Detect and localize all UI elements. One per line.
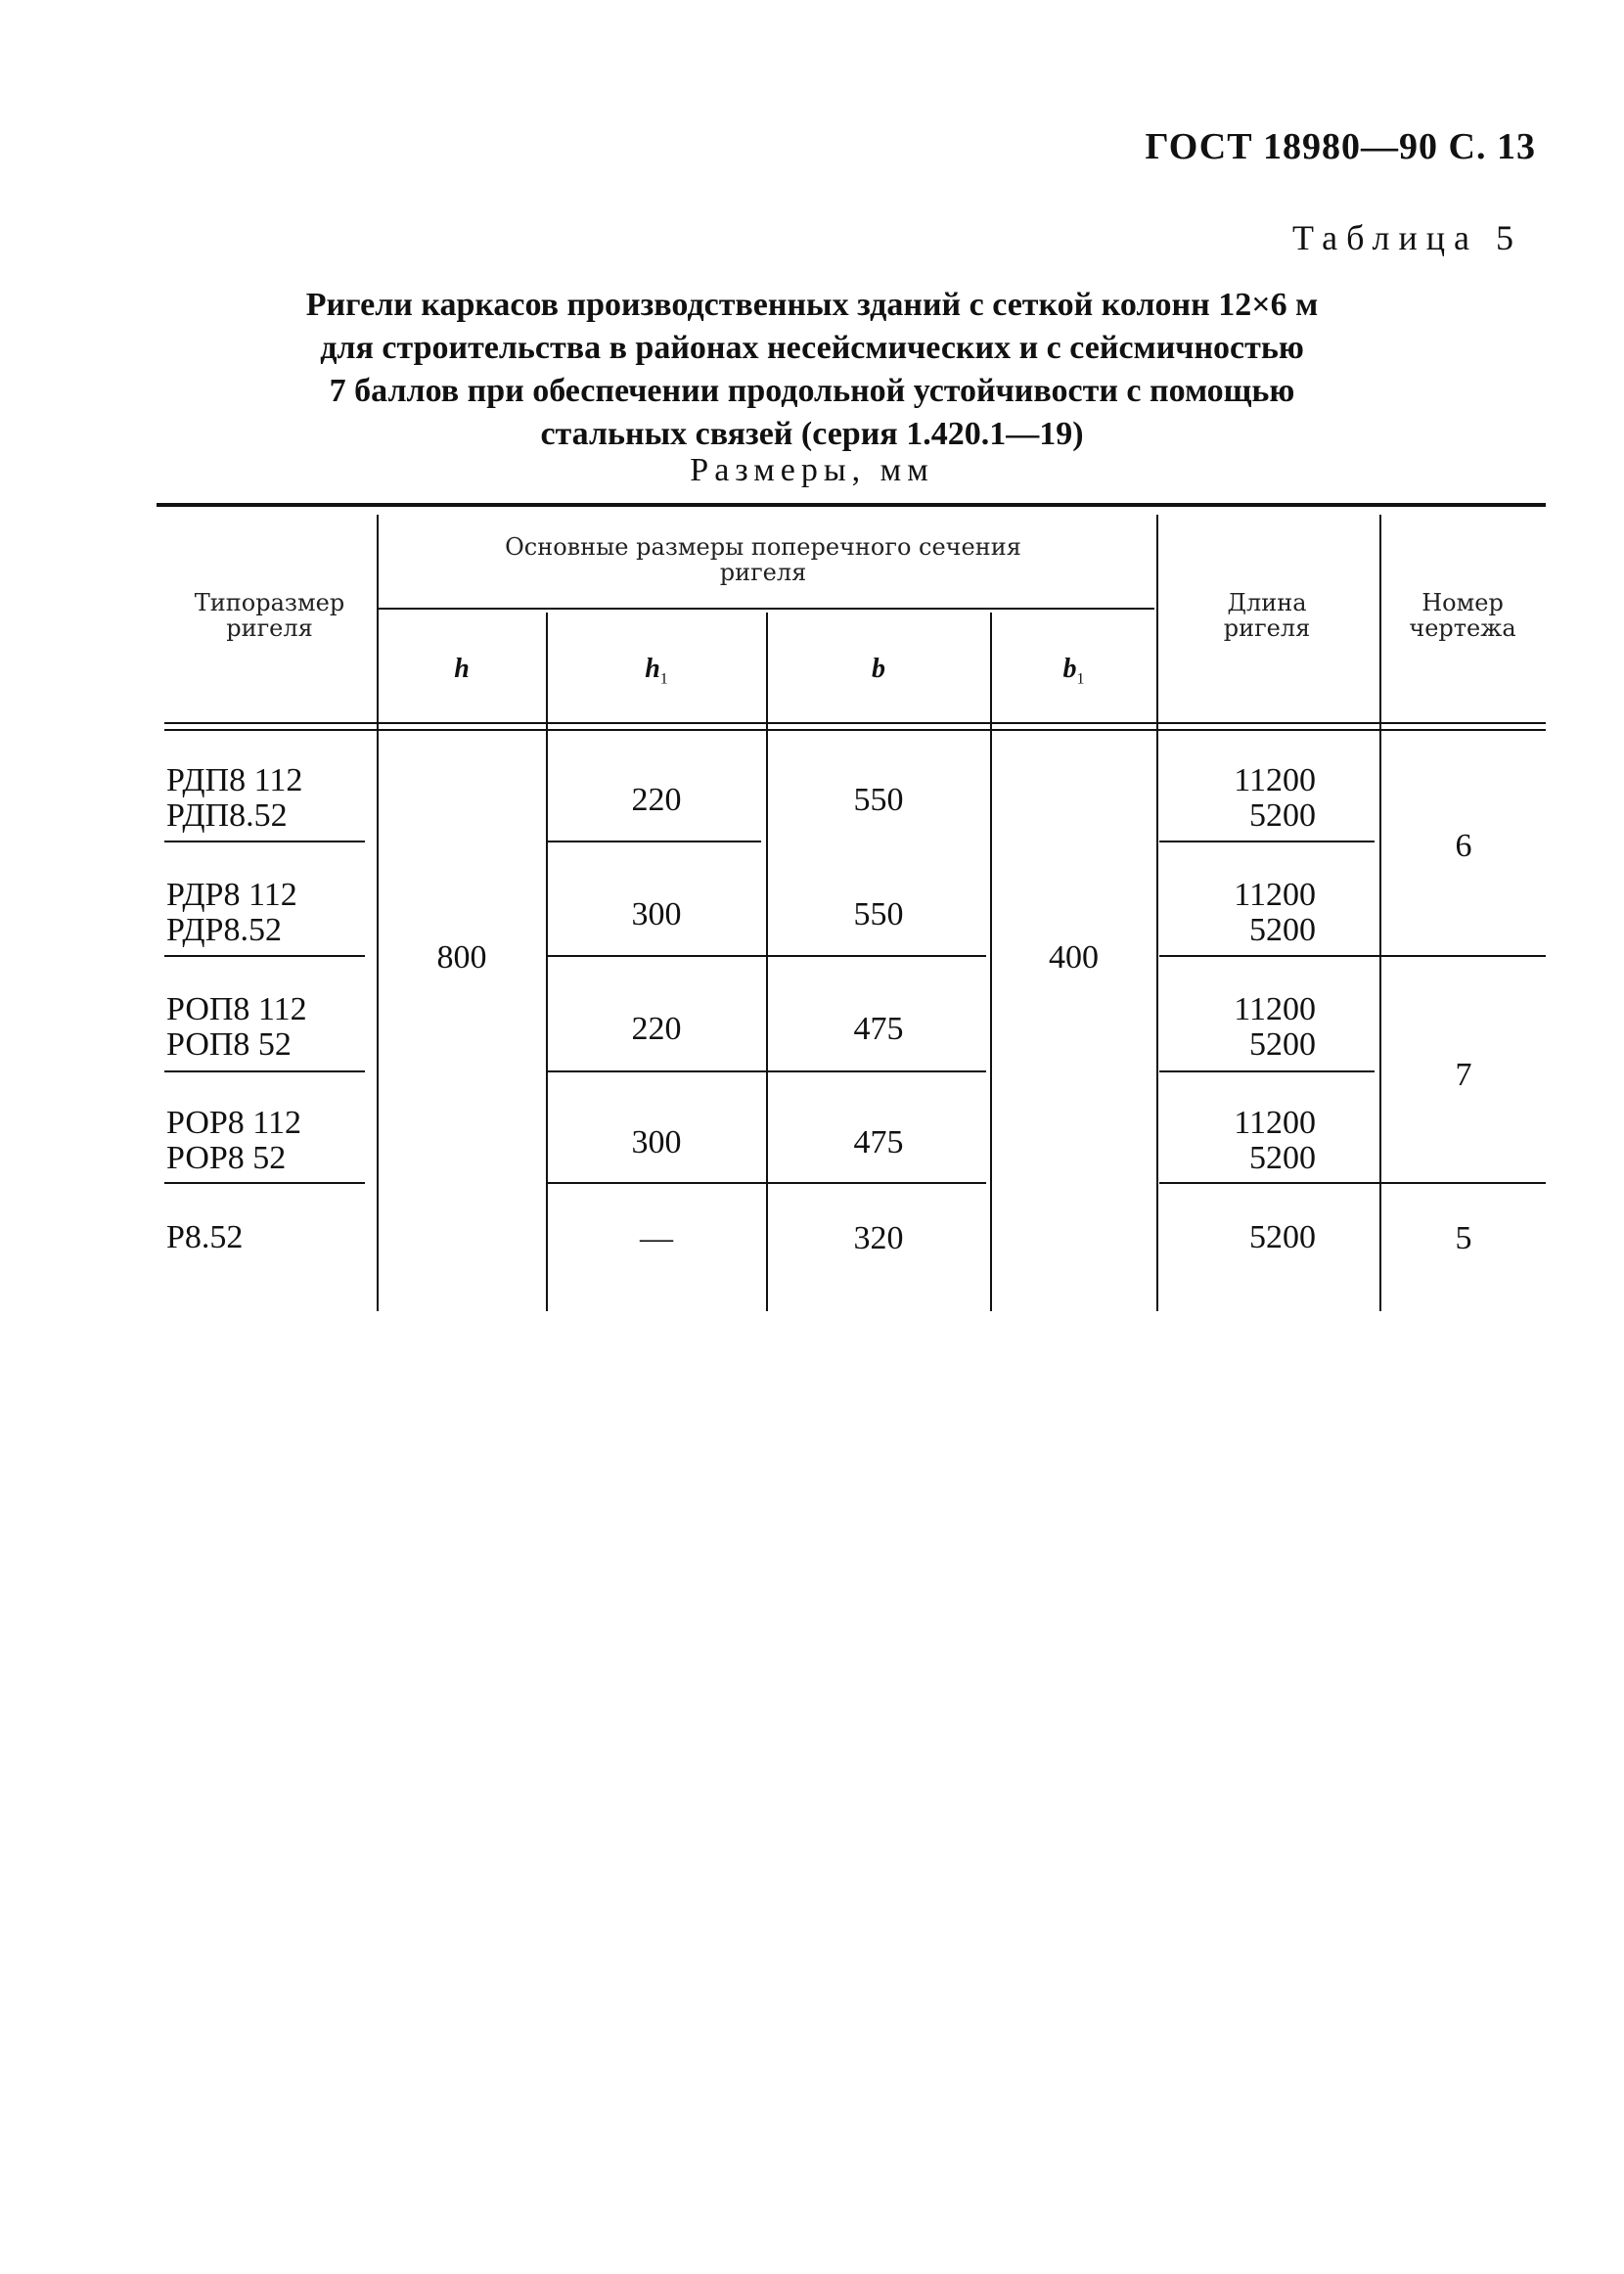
row-lengths: 11200 5200 [1234,1105,1316,1176]
header-b1: $b_1$ [1062,654,1085,688]
row-divider [164,955,365,957]
row-lengths: 5200 [1249,1219,1316,1255]
table-caption [157,284,1467,456]
header-h1: $h_1$ [645,654,668,688]
caption-line: 7 баллов при обеспечении продольной устойчивости с помощью [329,373,1295,409]
row-h1: 220 [631,782,682,818]
units-label: Размеры, мм [690,452,934,488]
row-lengths: 11200 5200 [1234,991,1316,1063]
caption-line: стальных связей (серия 1.420.1—19) [540,416,1084,452]
row-divider [1159,1182,1546,1184]
table-label: Таблица 5 [1292,218,1522,257]
row-b: 550 [853,782,904,818]
row-divider [164,1070,365,1072]
header-main-dimensions: Основные размеры поперечного сечения ригеля [505,533,1021,586]
row-lengths: 11200 5200 [1234,762,1316,834]
caption-line: для строительства в районах несейсмических и с сейсмичностью [320,330,1304,366]
column-rule [766,613,768,1311]
row-marks: РОР8 112 РОР8 52 [166,1105,302,1176]
row-marks: РОП8 112 РОП8 52 [166,991,307,1063]
row-divider [1159,955,1546,957]
row-divider [164,1182,365,1184]
drawing-number: 5 [1455,1220,1472,1256]
b1-value: 400 [1049,939,1099,976]
row-h1: 300 [631,896,682,932]
row-marks: РДР8 112 РДР8.52 [166,877,297,948]
header-divider [377,608,1154,610]
row-h1: 220 [631,1011,682,1047]
row-h1: — [640,1220,673,1256]
column-rule [1156,515,1158,1311]
row-h1: 300 [631,1124,682,1160]
column-rule [546,613,548,1311]
row-marks: РДП8 112 РДП8.52 [166,762,303,834]
row-b: 550 [853,896,904,932]
header-b: b [872,654,885,684]
header-h: h [454,654,470,684]
drawing-number: 7 [1455,1057,1472,1093]
header-length: Длина ригеля [1223,589,1311,642]
row-b: 475 [853,1011,904,1047]
row-divider [164,841,365,842]
table-top-rule [157,503,1546,507]
row-marks: Р8.52 [166,1219,244,1255]
page-header: ГОСТ 18980—90 С. 13 [1145,126,1536,167]
row-divider [1159,1070,1375,1072]
column-rule [377,515,379,1311]
row-lengths: 11200 5200 [1234,877,1316,948]
row-divider [548,841,761,842]
h-value: 800 [436,939,487,976]
header-type: Типоразмер ригеля [194,589,345,642]
header-bottom-rule [164,729,1546,731]
header-bottom-rule [164,722,1546,724]
row-b: 320 [853,1220,904,1256]
row-b: 475 [853,1124,904,1160]
header-drawing-number: Номер чертежа [1409,589,1516,642]
row-divider [1159,841,1375,842]
drawing-number: 6 [1455,828,1472,864]
caption-line: Ригели каркасов производственных зданий с сеткой колонн 12×6 м [305,287,1319,323]
